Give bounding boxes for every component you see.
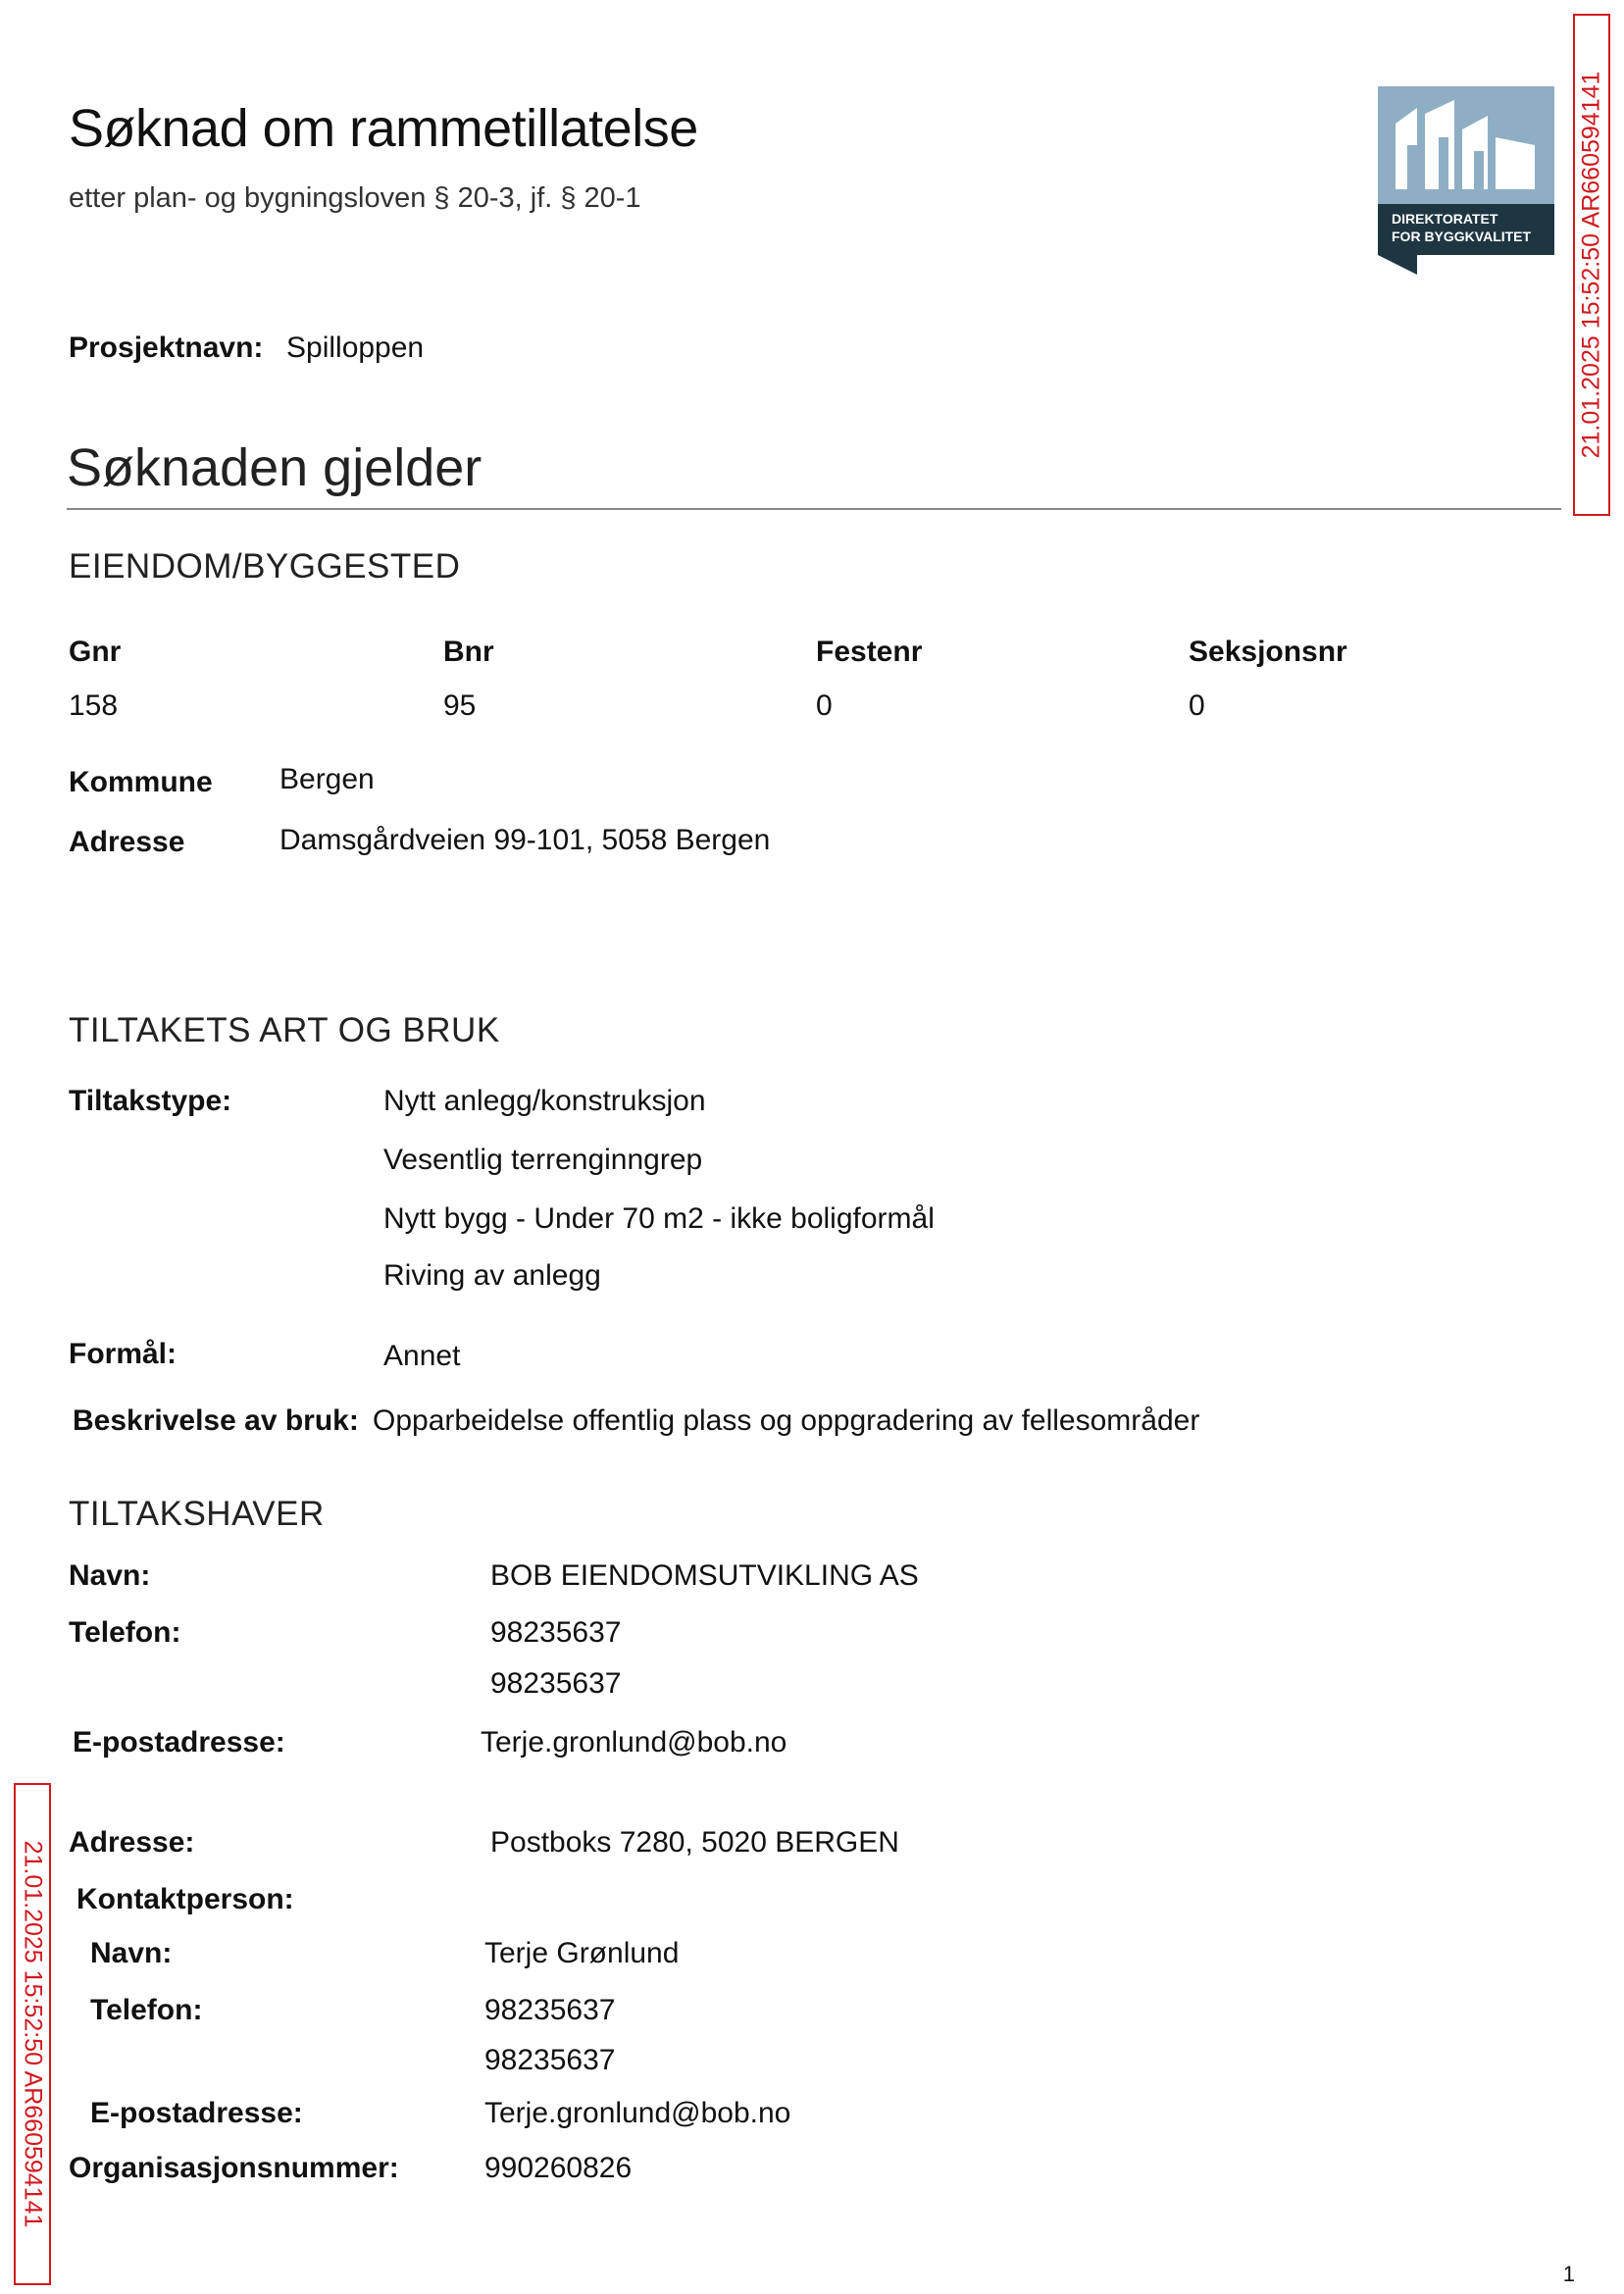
timestamp-stamp-right — [1573, 14, 1610, 516]
tiltakstype-item: Vesentlig terrenginngrep — [383, 1144, 703, 1176]
postadresse-label: Adresse: — [69, 1826, 195, 1859]
kontakt-epost-label: E-postadresse: — [90, 2097, 303, 2129]
tiltakstype-item: Nytt bygg - Under 70 m2 - ikke boligformål — [383, 1202, 935, 1235]
adresse-value: Damsgårdveien 99-101, 5058 Bergen — [279, 824, 771, 856]
festenr-label: Festenr — [816, 636, 923, 668]
timestamp-stamp-left — [14, 1783, 51, 2285]
orgnr-label: Organisasjonsnummer: — [69, 2152, 399, 2184]
kontakt-telefon-value: 98235637 — [484, 2044, 616, 2076]
gnr-value: 158 — [69, 689, 119, 722]
bnr-value: 95 — [443, 689, 477, 722]
seksjonsnr-value: 0 — [1189, 689, 1205, 722]
stamp-text: 21.01.2025 15:52:50 AR660594141 — [1577, 71, 1605, 459]
tiltakstype-label: Tiltakstype: — [69, 1085, 232, 1117]
document-title: Søknad om rammetillatelse — [69, 99, 698, 158]
bnr-label: Bnr — [443, 636, 494, 668]
page-number: 1 — [1562, 2262, 1575, 2286]
tiltakshaver-heading: TILTAKSHAVER — [69, 1495, 325, 1533]
kontakt-telefon-value: 98235637 — [484, 1994, 616, 2026]
tiltakstype-item: Riving av anlegg — [383, 1259, 601, 1292]
logo-text-line2: FOR BYGGKVALITET — [1392, 229, 1532, 244]
navn-label: Navn: — [69, 1559, 151, 1592]
epost-label: E-postadresse: — [73, 1726, 285, 1759]
stamp-text: 21.01.2025 15:52:50 AR660594141 — [19, 1840, 47, 2228]
formal-label: Formål: — [69, 1338, 178, 1370]
dibk-logo — [1378, 86, 1554, 275]
document-subtitle: etter plan- og bygningsloven § 20-3, jf. § 20-1 — [69, 182, 641, 214]
dibk-logo-graphic — [1378, 86, 1554, 275]
festenr-value: 0 — [816, 689, 833, 722]
telefon-value: 98235637 — [490, 1616, 622, 1649]
kontakt-navn-value: Terje Grønlund — [484, 1937, 680, 1969]
project-name-value: Spilloppen — [286, 331, 425, 364]
adresse-label: Adresse — [69, 826, 185, 858]
epost-value: Terje.gronlund@bob.no — [481, 1726, 787, 1759]
tiltakstype-item: Nytt anlegg/konstruksjon — [383, 1085, 706, 1117]
kontakt-telefon-label: Telefon: — [90, 1994, 203, 2026]
beskrivelse-label: Beskrivelse av bruk: — [73, 1404, 359, 1437]
kommune-label: Kommune — [69, 766, 213, 798]
kontaktperson-label: Kontaktperson: — [76, 1883, 294, 1915]
property-heading: EIENDOM/BYGGESTED — [69, 547, 461, 586]
telefon-value: 98235637 — [490, 1667, 622, 1700]
gnr-label: Gnr — [69, 636, 122, 668]
telefon-label: Telefon: — [69, 1616, 181, 1649]
kontakt-navn-label: Navn: — [90, 1937, 173, 1969]
postadresse-value: Postboks 7280, 5020 BERGEN — [490, 1826, 899, 1859]
seksjonsnr-label: Seksjonsnr — [1189, 636, 1347, 668]
heading-divider — [67, 508, 1561, 510]
project-name-label: Prosjektnavn: — [69, 331, 264, 364]
section-heading-soknaden: Søknaden gjelder — [67, 438, 482, 497]
orgnr-value: 990260826 — [484, 2152, 633, 2184]
beskrivelse-value: Opparbeidelse offentlig plass og oppgradering av fellesområder — [373, 1404, 1200, 1437]
formal-value: Annet — [383, 1340, 461, 1372]
navn-value: BOB EIENDOMSUTVIKLING AS — [490, 1559, 919, 1592]
tiltak-heading: TILTAKETS ART OG BRUK — [69, 1011, 500, 1049]
logo-text-line1: DIREKTORATET — [1392, 211, 1498, 227]
kommune-value: Bergen — [279, 763, 375, 795]
kontakt-epost-value: Terje.gronlund@bob.no — [484, 2097, 791, 2129]
